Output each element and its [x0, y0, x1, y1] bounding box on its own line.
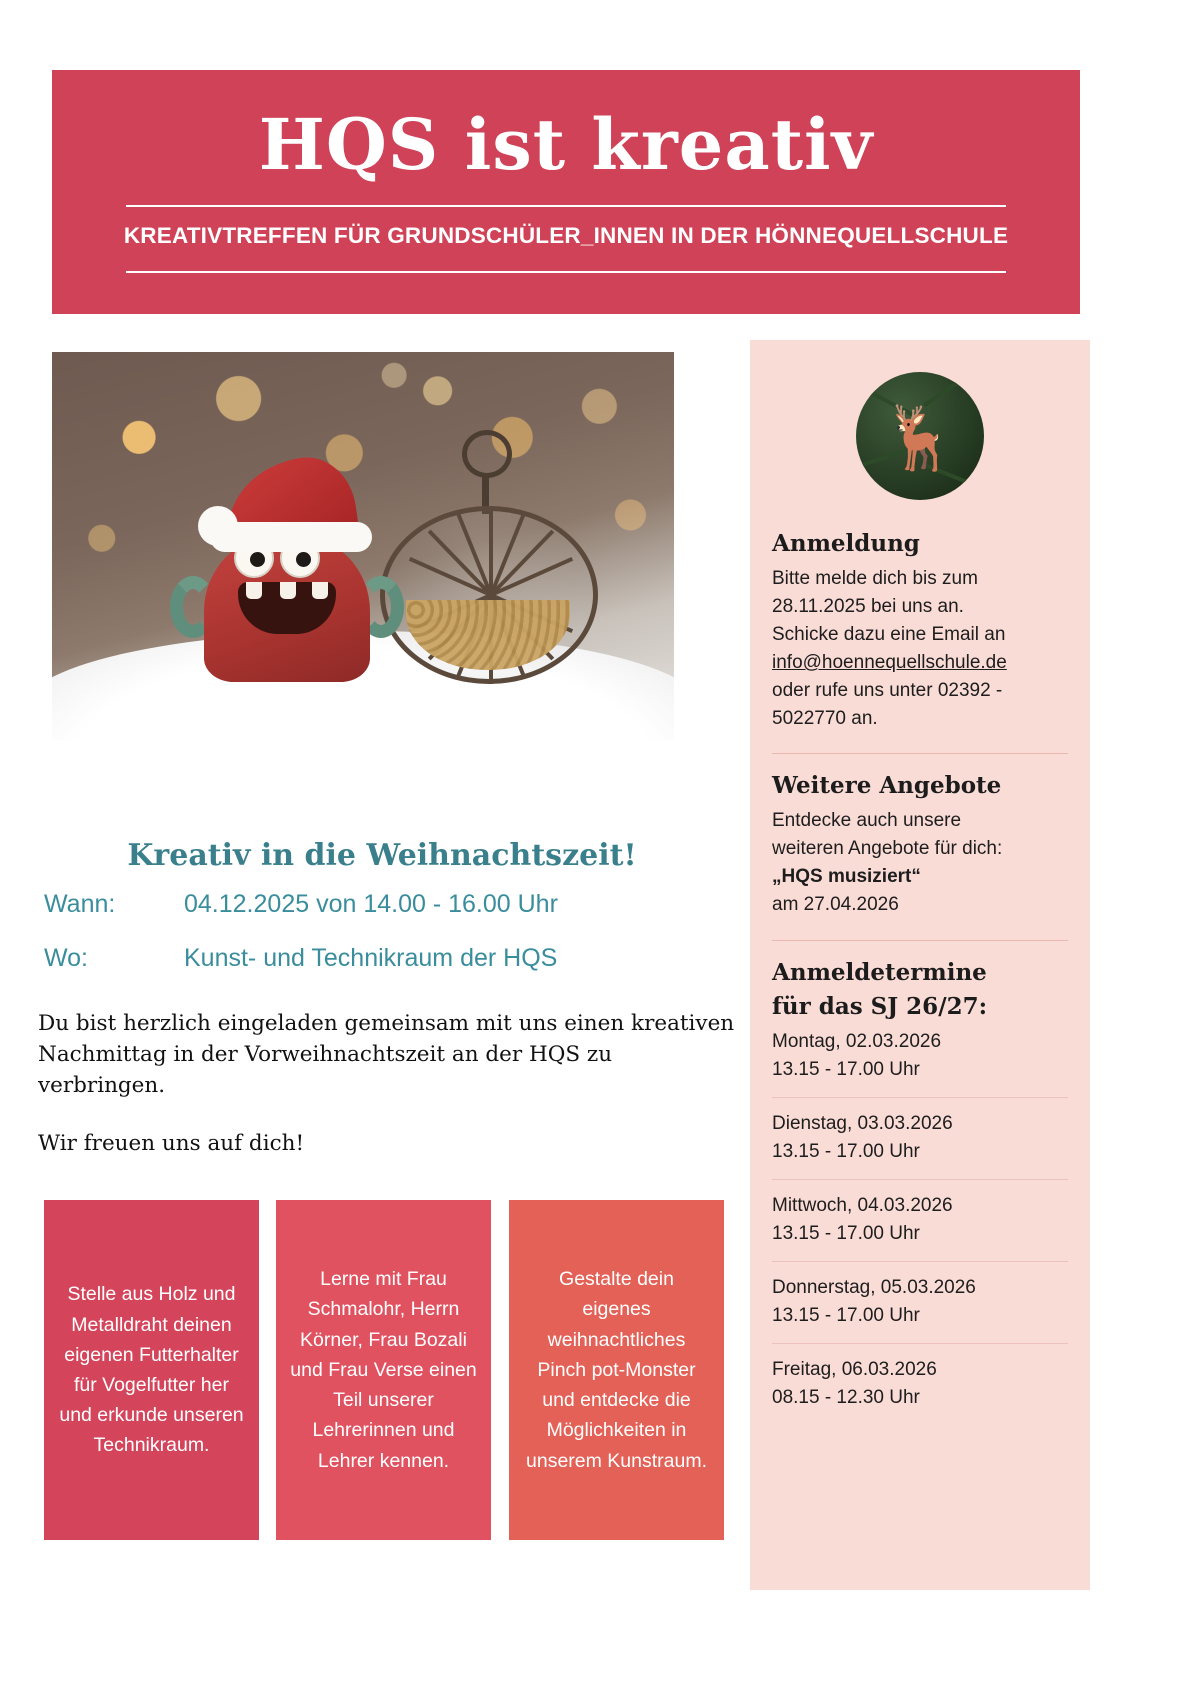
registration-line-1: Bitte melde dich bis zum [772, 567, 978, 589]
activity-card: Stelle aus Holz und Metalldraht deinen eigenen Futterhalter für Vogelfutter her und erkunde unseren Technikraum. [44, 1200, 259, 1540]
header-divider-bottom [126, 271, 1006, 273]
offers-block [772, 772, 1068, 919]
term-day: Donnerstag, 05.03.2026 [772, 1277, 976, 1299]
hero-photo [52, 352, 674, 740]
term-day: Freitag, 06.03.2026 [772, 1359, 937, 1381]
activity-card: Gestalte dein eigenes weihnachtliches Pinch pot-Monster und entdecke die Möglichkeiten in unserem Kunstraum. [509, 1200, 724, 1540]
offers-line-3: am 27.04.2026 [772, 894, 899, 916]
term-divider [772, 1097, 1068, 1098]
where-label: Wo: [44, 944, 88, 972]
offers-highlight: „HQS musiziert“ [772, 866, 921, 888]
moose-ornament-icon: 🦌 [856, 372, 984, 500]
registration-line-4: oder rufe uns unter 02392 - [772, 680, 1003, 702]
term-time: 08.15 - 12.30 Uhr [772, 1387, 920, 1409]
invitation-paragraph-2: Wir freuen uns auf dich! [38, 1130, 305, 1156]
page-title: HQS ist kreativ [258, 103, 874, 186]
invitation-paragraph-1: Du bist herzlich eingeladen gemeinsam mit uns einen kreativen Nachmittag in der Vorweihnachtszeit an der HQS zu verbringen. [38, 1011, 735, 1099]
term-divider [772, 1343, 1068, 1344]
offers-line-2: weiteren Angebote für dich: [772, 838, 1003, 860]
poster-header [52, 70, 1080, 314]
header-subtitle: KREATIVTREFFEN FÜR GRUNDSCHÜLER_INNEN IN DER HÖNNEQUELLSCHULE [123, 223, 1009, 248]
registration-line-2: 28.11.2025 bei uns an. [772, 595, 964, 617]
event-where [44, 944, 557, 973]
section-headline: Kreativ in die Weihnachtszeit! [127, 838, 637, 873]
registration-block [772, 530, 1068, 733]
term-time: 13.15 - 17.00 Uhr [772, 1140, 920, 1162]
term-day: Mittwoch, 04.03.2026 [772, 1195, 953, 1217]
info-sidebar [750, 340, 1090, 1590]
registration-line-5: 5022770 an. [772, 708, 878, 730]
offers-line-1: Entdecke auch unsere [772, 810, 962, 832]
event-when [44, 890, 558, 919]
registration-email-link[interactable]: info@hoennequellschule.de [772, 652, 1007, 674]
activity-card: Lerne mit Frau Schmalohr, Herrn Körner, Frau Bozali und Frau Verse einen Teil unserer Lehrerinnen und Lehrer kennen. [276, 1200, 491, 1540]
when-value: 04.12.2025 von 14.00 - 16.00 Uhr [184, 890, 558, 918]
terms-block [772, 959, 1068, 1412]
header-divider-top [126, 205, 1006, 207]
terms-heading-line-2: für das SJ 26/27: [772, 993, 988, 1021]
when-label: Wann: [44, 890, 116, 918]
invitation-text [38, 1008, 738, 1185]
activity-cards [44, 1200, 744, 1572]
registration-heading: Anmeldung [772, 530, 920, 557]
offers-heading: Weitere Angebote [772, 772, 1002, 800]
sidebar-divider [772, 753, 1068, 754]
where-value: Kunst- und Technikraum der HQS [184, 944, 558, 972]
term-time: 13.15 - 17.00 Uhr [772, 1222, 920, 1244]
sidebar-divider [772, 940, 1068, 941]
term-day: Montag, 02.03.2026 [772, 1031, 942, 1053]
term-divider [772, 1261, 1068, 1262]
terms-heading-line-1: Anmeldetermine [772, 958, 987, 986]
term-time: 13.15 - 17.00 Uhr [772, 1304, 920, 1326]
term-time: 13.15 - 17.00 Uhr [772, 1058, 920, 1080]
pinch-pot-monster-illustration [162, 492, 412, 682]
term-day: Dienstag, 03.03.2026 [772, 1113, 953, 1135]
registration-line-3: Schicke dazu eine Email an [772, 623, 1006, 645]
term-divider [772, 1179, 1068, 1180]
